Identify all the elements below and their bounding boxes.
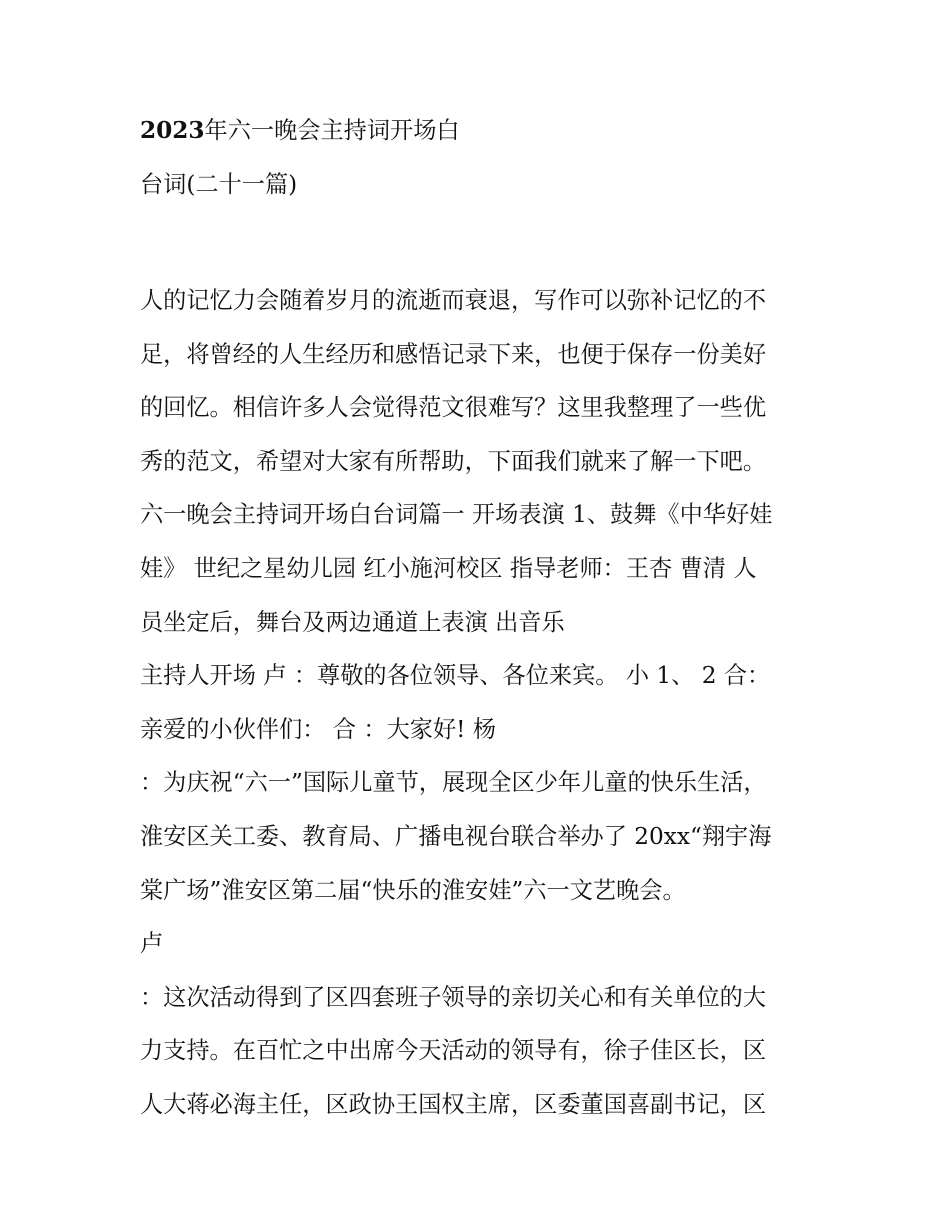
document-title [140,112,840,219]
title-line-1 [140,112,840,150]
body-line: ：为庆祝“六一”国际儿童节，展现全区少年儿童的快乐生活， [140,769,767,797]
body-line: 亲爱的小伙伴们： 合 ：大家好! 杨 [140,715,497,743]
body-line: 卢 [140,930,164,958]
body-line: 足，将曾经的人生经历和感悟记录下来，也便于保存一份美好 [140,340,767,368]
body-line: 人大蒋必海主任，区政协王国权主席，区委董国喜副书记，区 [140,1090,767,1118]
body-line: 娃》 世纪之星幼儿园 红小施河校区 指导老师：王杏 曹清 人 [140,554,757,582]
body-line: 员坐定后，舞台及两边通道上表演 出音乐 [140,608,565,636]
title-line-2: 台词(二十一篇) [140,170,298,198]
document-body [140,282,830,1140]
body-line: 人的记忆力会随着岁月的流逝而衰退，写作可以弥补记忆的不 [140,287,767,314]
body-line: 主持人开场 卢 ：尊敬的各位领导、各位来宾。 小 1、 2 合： [140,662,771,690]
body-line: ：这次活动得到了区四套班子领导的亲切关心和有关单位的大 [140,983,767,1011]
body-line: 淮安区关工委、教育局、广播电视台联合举办了 20xx“翔宇海 [140,822,772,850]
title-year: 2023 [140,117,205,144]
body-line: 力支持。在百忙之中出席今天活动的领导有，徐子佳区长，区 [140,1037,767,1065]
title-line-1-text: 年六一晚会主持词开场白 [204,117,460,144]
body-line: 棠广场”淮安区第二届“快乐的淮安娃”六一文艺晚会。 [140,876,686,904]
body-line: 的回忆。相信许多人会觉得范文很难写？这里我整理了一些优 [140,394,767,422]
body-line: 六一晚会主持词开场白台词篇一 开场表演 1、鼓舞《中华好娃 [140,501,773,529]
body-line: 秀的范文，希望对大家有所帮助，下面我们就来了解一下吧。 [140,447,767,475]
